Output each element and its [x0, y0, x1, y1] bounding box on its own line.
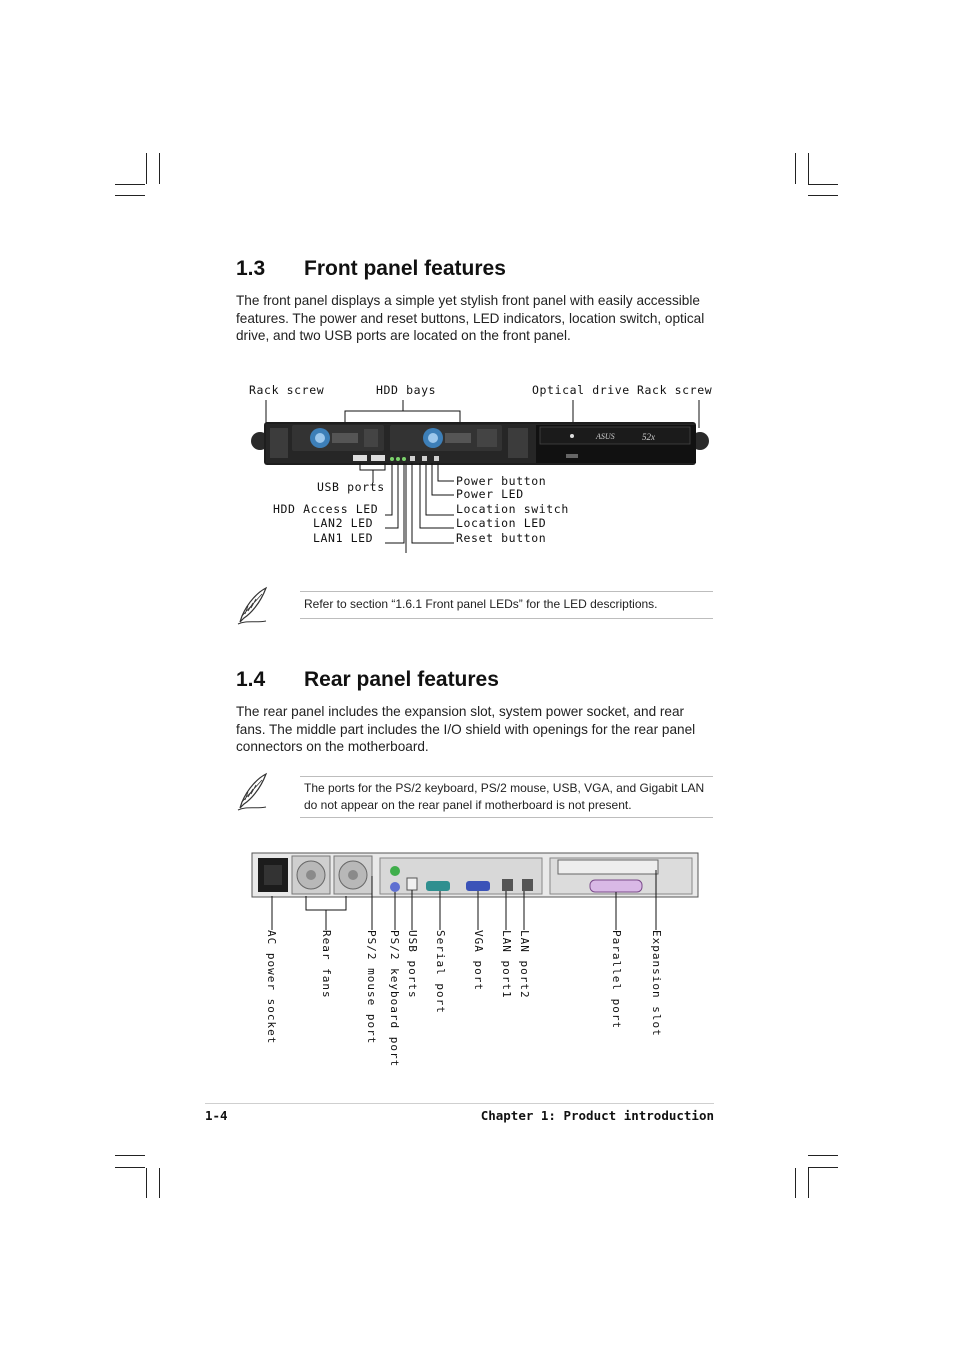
- page-number: 1-4: [205, 1108, 228, 1123]
- section-number: 1.4: [236, 668, 266, 691]
- footer-rule: [205, 1103, 714, 1104]
- note-rear-text: The ports for the PS/2 keyboard, PS/2 mouse, USB, VGA, and Gigabit LAN do not appear on the rear panel if motherboard is not present.: [304, 781, 705, 812]
- section-number: 1.3: [236, 257, 266, 280]
- label-ac-power-socket: AC power socket: [265, 930, 278, 1045]
- label-location-led: Location LED: [456, 516, 547, 530]
- section-title: Rear panel features: [304, 668, 499, 691]
- label-lan1-led: LAN1 LED: [313, 531, 374, 545]
- label-hdd-access-led: HDD Access LED: [273, 502, 379, 516]
- note-rule-top: [300, 591, 713, 592]
- section-title: Front panel features: [304, 257, 506, 280]
- label-lan2-led: LAN2 LED: [313, 516, 374, 530]
- front-panel-paragraph: The front panel displays a simple yet stylish front panel with easily accessible features. The power and reset buttons, LED indicators, location switch, optical drive, and two USB ports are located on the front panel.: [236, 293, 705, 344]
- quill-note-icon: [236, 772, 270, 812]
- label-expansion-slot: Expansion slot: [650, 930, 663, 1037]
- label-optical-drive: Optical drive: [532, 383, 630, 397]
- label-ps2-mouse-port: PS/2 mouse port: [365, 930, 378, 1045]
- label-usb-ports: USB ports: [317, 480, 385, 494]
- note-rule-bottom: [300, 618, 713, 619]
- label-ps2-keyboard-port: PS/2 keyboard port: [388, 930, 401, 1068]
- label-vga-port: VGA port: [472, 930, 485, 991]
- label-rear-fans: Rear fans: [320, 930, 333, 999]
- note-front-text: Refer to section “1.6.1 Front panel LEDs” for the LED descriptions.: [304, 597, 658, 611]
- label-power-led: Power LED: [456, 487, 524, 501]
- label-rack-screw-right: Rack screw: [637, 383, 713, 397]
- label-power-button: Power button: [456, 474, 547, 488]
- quill-note-icon: [236, 586, 270, 626]
- note-rule-top: [300, 776, 713, 777]
- label-rack-screw-left: Rack screw: [249, 383, 325, 397]
- label-lan-port1: LAN port1: [500, 930, 513, 999]
- label-lan-port2: LAN port2: [518, 930, 531, 999]
- label-reset-button: Reset button: [456, 531, 547, 545]
- section-heading-rear-panel: [236, 668, 499, 692]
- note-rule-bottom: [300, 817, 713, 818]
- rear-panel-paragraph: The rear panel includes the expansion slot, system power socket, and rear fans. The middle part includes the I/O shield with openings for the rear panel connectors on the motherboard.: [236, 704, 696, 755]
- label-location-switch: Location switch: [456, 502, 569, 516]
- label-serial-port: Serial port: [434, 930, 447, 1014]
- chapter-title: Chapter 1: Product introduction: [480, 1108, 714, 1123]
- label-hdd-bays: HDD bays: [376, 383, 437, 397]
- section-heading-front-panel: [236, 257, 506, 281]
- drive-speed-text: 52x: [642, 432, 655, 442]
- label-usb-ports-rear: USB ports: [406, 930, 419, 999]
- drive-brand-text: ASUS: [596, 432, 615, 441]
- label-parallel-port: Parallel port: [610, 930, 623, 1030]
- rear-panel-illustration: [250, 850, 702, 930]
